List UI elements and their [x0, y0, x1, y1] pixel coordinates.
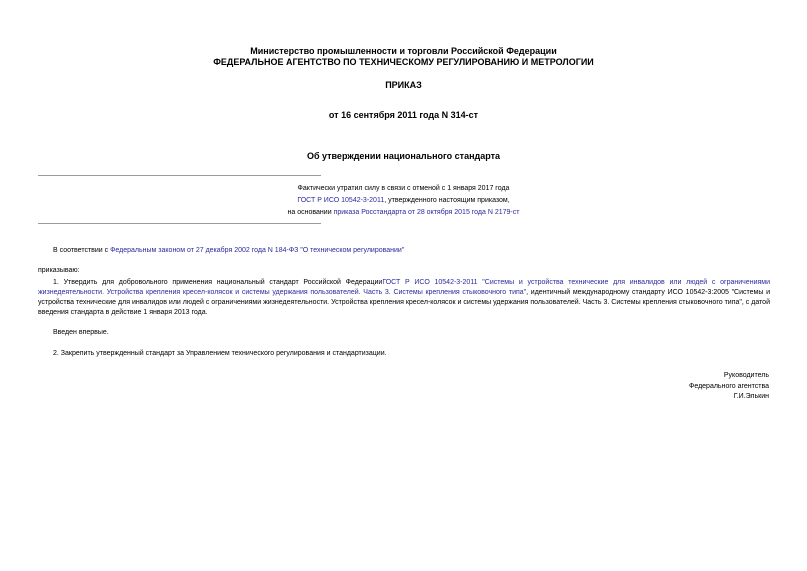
item-1-rest: , идентичный международному стандарту ИСО 10542-3:2005 "Системы и устройства технические для инвалидов или людей с ограничениями жизнедеятельности. Устройства крепления кресел-колясок и системы удержания пользователей. Часть 3. Системы крепления стыковочного типа", с датой введения стандарта в действие 1 января 2013 года. — [38, 289, 770, 316]
signer-title-1: Руководитель — [723, 372, 769, 379]
agency-name: ФЕДЕРАЛЬНОЕ АГЕНТСТВО ПО ТЕХНИЧЕСКОМУ РЕГУЛИРОВАНИЮ И МЕТРОЛОГИИ — [213, 57, 594, 67]
doc-date-number: от 16 сентября 2011 года N 314-ст — [328, 110, 479, 120]
notice-line-2 — [0, 195, 807, 207]
ministry-name: Министерство промышленности и торговли Российской Федерации — [250, 46, 557, 56]
federal-law-link[interactable]: Федеральным законом от 27 декабря 2002 года N 184-ФЗ "О техническом регулировании" — [110, 247, 405, 254]
item-2-paragraph: 2. Закрепить утвержденный стандарт за Управлением технического регулирования и стандартизации. — [53, 350, 387, 357]
basis-prefix: В соответствии с — [53, 247, 111, 254]
notice-line-1: Фактически утратил силу в связи с отменой с 1 января 2017 года — [297, 185, 510, 192]
introduced-note: Введен впервые. — [53, 329, 109, 336]
doc-subject: Об утверждении национального стандарта — [306, 151, 501, 161]
doc-type: ПРИКАЗ — [385, 80, 422, 90]
notice-line-3-prefix: на основании — [287, 209, 334, 216]
status-notice — [0, 183, 807, 219]
basis-paragraph — [38, 246, 770, 256]
gost-link[interactable]: ГОСТ Р ИСО 10542-3-2011 — [297, 197, 385, 204]
divider-bottom — [38, 223, 321, 224]
notice-line-2-text: , утвержденного настоящим приказом, — [384, 197, 510, 204]
item-1-prefix: 1. Утвердить для добровольного применения национальный стандарт Российской Федерации — [53, 279, 383, 286]
signer-name: Г.И.Элькин — [733, 393, 769, 400]
notice-line-3 — [0, 207, 807, 219]
rosstandart-order-link[interactable]: приказа Росстандарта от 28 октября 2015 года N 2179-ст — [333, 209, 520, 216]
signer-title-2: Федерального агентства — [689, 382, 769, 390]
item-1-paragraph — [38, 278, 770, 318]
divider-top — [38, 175, 321, 176]
order-word: приказываю: — [38, 267, 80, 274]
gost-standard-link[interactable]: ГОСТ Р ИСО 10542-3-2011 "Системы и устройства технические для инвалидов или людей с ограничениями жизнедеятельности. Устройства крепления кресел-колясок и системы удержания пользователей. Часть 3. Системы крепления стыковочного типа" — [38, 279, 770, 296]
ministry-title — [0, 46, 807, 68]
signature-block — [569, 371, 769, 403]
